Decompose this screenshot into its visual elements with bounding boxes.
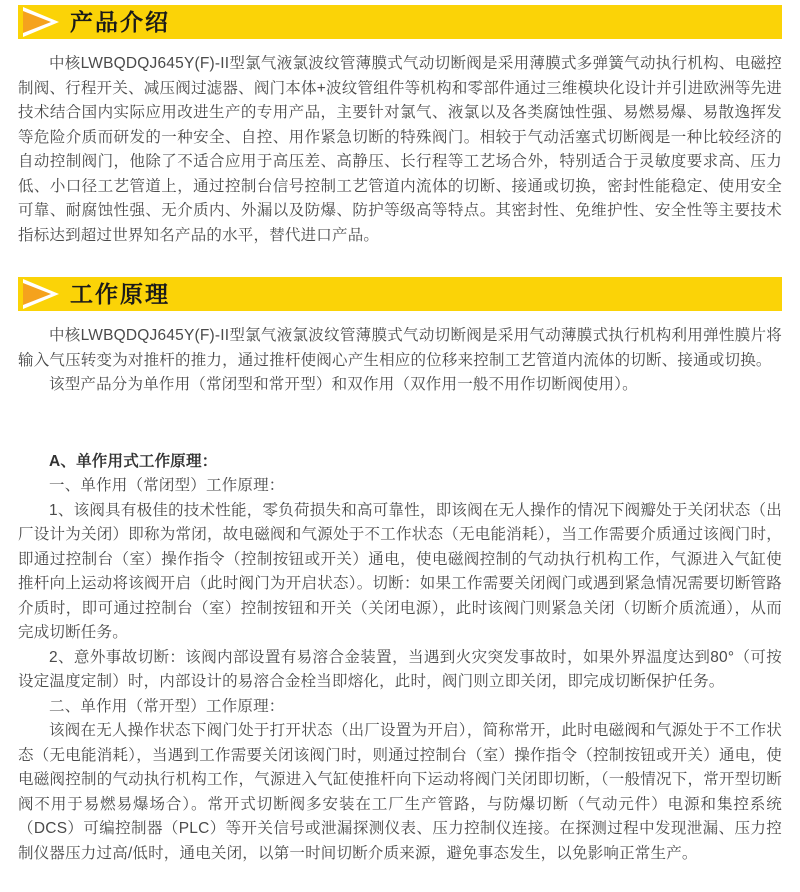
subsection-heading-1: 一、单作用（常闭型）工作原理：: [49, 477, 285, 494]
principle-paragraph-3: 1、该阀具有极佳的技术性能，零负荷损失和高可靠性，即该阀在无人操作的情况下阀瓣处于关闭状态（出厂设计为关闭）即称为常闭，故电磁阀和气源处于不工作状态（无电能消耗），当工作需要介质通过该阀门时，即通过控制台（室）操作指令（控制按钮或开关）通电，使电磁阀控制的气动执行机构工作，气源进入气缸使推杆向上运动将该阀开启（此时阀门为开启状态）。切断：如果工作需要关闭阀门或遇到紧急情况需要切断管路介质时，即可通过控制台（室）控制按钮和开关（关闭电源），此时该阀门则紧急关闭（切断介质流通），从而完成切断任务。: [18, 501, 782, 641]
section-banner-intro: [18, 5, 782, 39]
chevron-right-icon: [23, 5, 63, 39]
subsection-heading-a: A、单作用式工作原理：: [49, 452, 218, 470]
section-banner-principle: [18, 277, 782, 311]
principle-paragraph-1: 中核LWBQDQJ645Y(F)-II型氯气液氯波纹管薄膜式气动切断阀是采用气动薄膜式执行机构利用弹性膜片将输入气压转变为对推杆的推力，通过推杆使阀心产生相应的位移来控制工艺管道内流体的切断、接通或切换。: [18, 327, 782, 369]
section-title-principle: 工作原理: [70, 281, 170, 307]
principle-paragraph-4: 2、意外事故切断：该阀内部设置有易溶合金装置，当遇到火灾突发事故时，如果外界温度达到80°（可按设定温度定制）时，内部设计的易溶合金栓当即熔化，此时，阀门则立即关闭，即完成切断保护任务。: [18, 648, 782, 690]
principle-paragraph-5: 该阀在无人操作状态下阀门处于打开状态（出厂设置为开启），简称常开，此时电磁阀和气源处于不工作状态（无电能消耗），当遇到工作需要关闭该阀门时，则通过控制台（室）操作指令（控制按钮或开关）通电，使电磁阀控制的气动执行机构工作，气源进入气缸使推杆向下运动将阀门关闭即切断，（一般情况下，常开型切断阀不用于易燃易爆场合）。常开式切断阀多安装在工厂生产管路，与防爆切断（气动元件）电源和集控系统（DCS）可编控制器（PLC）等开关信号或泄漏探测仪表、压力控制仪连接。在探测过程中发现泄漏、压力控制仪器压力过高/低时，通电关闭，以第一时间切断介质来源，避免事态发生，以免影响正常生产。: [18, 722, 782, 862]
intro-paragraph: 中核LWBQDQJ645Y(F)-II型氯气液氯波纹管薄膜式气动切断阀是采用薄膜式多弹簧气动执行机构、电磁控制阀、行程开关、减压阀过滤器、阀门本体+波纹管组件等机构和零部件通过三维模块化设计并引进欧洲等先进技术结合国内实际应用改进生产的专用产品，主要针对氯气、液氯以及各类腐蚀性强、易燃易爆、易散逸挥发等危险介质而研发的一种安全、自控、用作紧急切断的特殊阀门。相较于气动活塞式切断阀是一种比较经济的自动控制阀门，他除了不适合应用于高压差、高静压、长行程等工艺场合外，特别适合于灵敏度要求高、压力低、小口径工艺管道上，通过控制台信号控制工艺管道内流体的切断、接通或切换，密封性能稳定、使用安全可靠、耐腐蚀性强、无介质内、外漏以及防爆、防护等级高等特点。其密封性、免维护性、安全性等主要技术指标达到超过世界知名产品的水平，替代进口产品。: [18, 55, 782, 244]
chevron-right-icon: [23, 277, 63, 311]
principle-paragraph-2: 该型产品分为单作用（常闭型和常开型）和双作用（双作用一般不用作切断阀使用）。: [49, 376, 638, 393]
section-title-intro: 产品介绍: [70, 9, 170, 35]
subsection-heading-2: 二、单作用（常开型）工作原理：: [49, 697, 285, 715]
product-detail-page: [0, 5, 800, 892]
